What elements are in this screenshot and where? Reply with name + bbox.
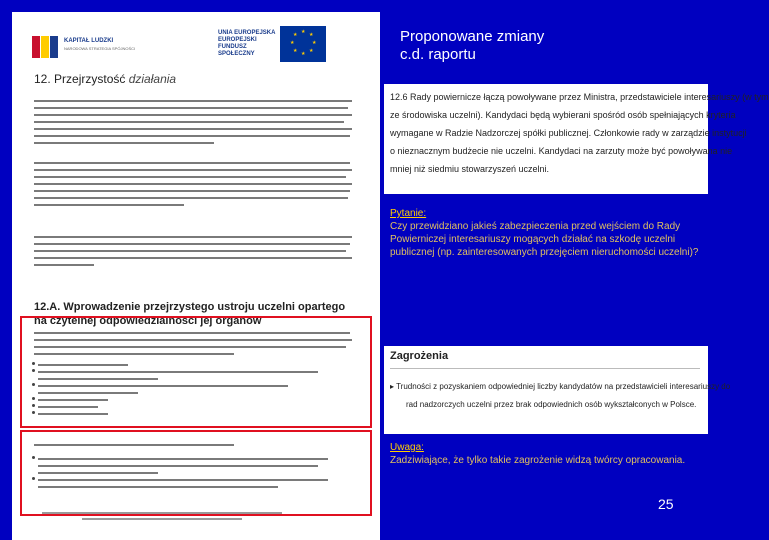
paragraph-12-1	[34, 100, 356, 149]
logo-left-name: KAPITAŁ LUDZKI	[64, 38, 114, 44]
excerpt-12-6	[384, 84, 769, 194]
logo-left-sub: NARODOWA STRATEGIA SPÓJNOŚCI	[64, 46, 136, 51]
logo-mark-icon	[30, 32, 60, 62]
excerpt-bullet-line: ▸ Trudności z pozyskaniem odpowiedniej liczby kandydatów na przedstawicieli interesariuszy do	[390, 382, 731, 391]
eu-flag-icon: ★ ★ ★ ★ ★ ★ ★ ★	[280, 26, 326, 62]
excerpt-bullet-line2: rad nadzorczych uczelni przez brak odpowiednich osób wykształconych w Polsce.	[406, 400, 697, 409]
paragraph-12-2	[34, 162, 356, 211]
note-label: Uwaga:	[390, 442, 424, 453]
eu-logo	[212, 26, 338, 68]
section-12-heading	[34, 72, 176, 86]
excerpt-bullet-line1: Trudności z pozyskaniem odpowiedniej liczby kandydatów na przedstawicieli interesariuszy do	[396, 382, 731, 391]
highlight-box-bottom	[20, 430, 372, 516]
slide-title	[400, 28, 544, 64]
excerpt-line: o nieznacznym budżecie nie uczelni. Kandydaci na zarzuty może być powoływana nie	[390, 146, 733, 156]
section-12a-heading: 12.A. Wprowadzenie przejrzystego ustroju uczelni opartego na czytelnej odpowiedzialności jej organów	[34, 301, 346, 327]
eu-logo-text: UNIA EUROPEJSKA EUROPEJSKI FUNDUSZ SPOŁECZNY	[218, 30, 276, 57]
excerpt-line: ze środowiska uczelni). Kandydaci będą wybierani spośród osób spełniających kryteria	[390, 110, 736, 120]
section-12-title-italic: działania	[128, 72, 177, 86]
section-12-title: Przejrzystość	[54, 72, 126, 86]
highlight-box-top	[20, 316, 372, 428]
page-number: 25	[658, 496, 674, 512]
excerpt-line: wymagane w Radzie Nadzorczej spółki publicznej. Członkowie rady w zarządzie instytucji	[390, 128, 747, 138]
slide-title-line1: Proponowane zmiany	[400, 28, 545, 45]
paragraph-12-3	[34, 236, 356, 271]
excerpt-line: 12.6 Rady powiernicze łączą powoływane przez Ministra, przedstawiciele interesariuszy (w tym	[390, 92, 769, 102]
question-text: Czy przewidziano jakieś zabezpieczenia przed wejściem do Rady Powierniczej interesariuszy mogących działać na szkodę uczelni publicznej (np. zainteresowanych przejęciem nieruchomości uczelni)?	[390, 221, 699, 258]
excerpt-heading: Zagrożenia	[390, 350, 449, 362]
kapital-ludzki-logo	[30, 32, 136, 64]
excerpt-line: mniej niż siedmiu stowarzyszeń uczelni.	[390, 164, 550, 174]
note-text: Zadziwiające, że tylko takie zagrożenie widzą twórcy opracowania.	[390, 455, 686, 466]
slide-title-line2: c.d. raportu	[400, 46, 476, 63]
excerpt-zagrozenia	[384, 346, 731, 434]
question-label: Pytanie:	[390, 208, 427, 219]
section-12-number: 12.	[34, 72, 51, 86]
excerpt-divider	[390, 368, 700, 369]
